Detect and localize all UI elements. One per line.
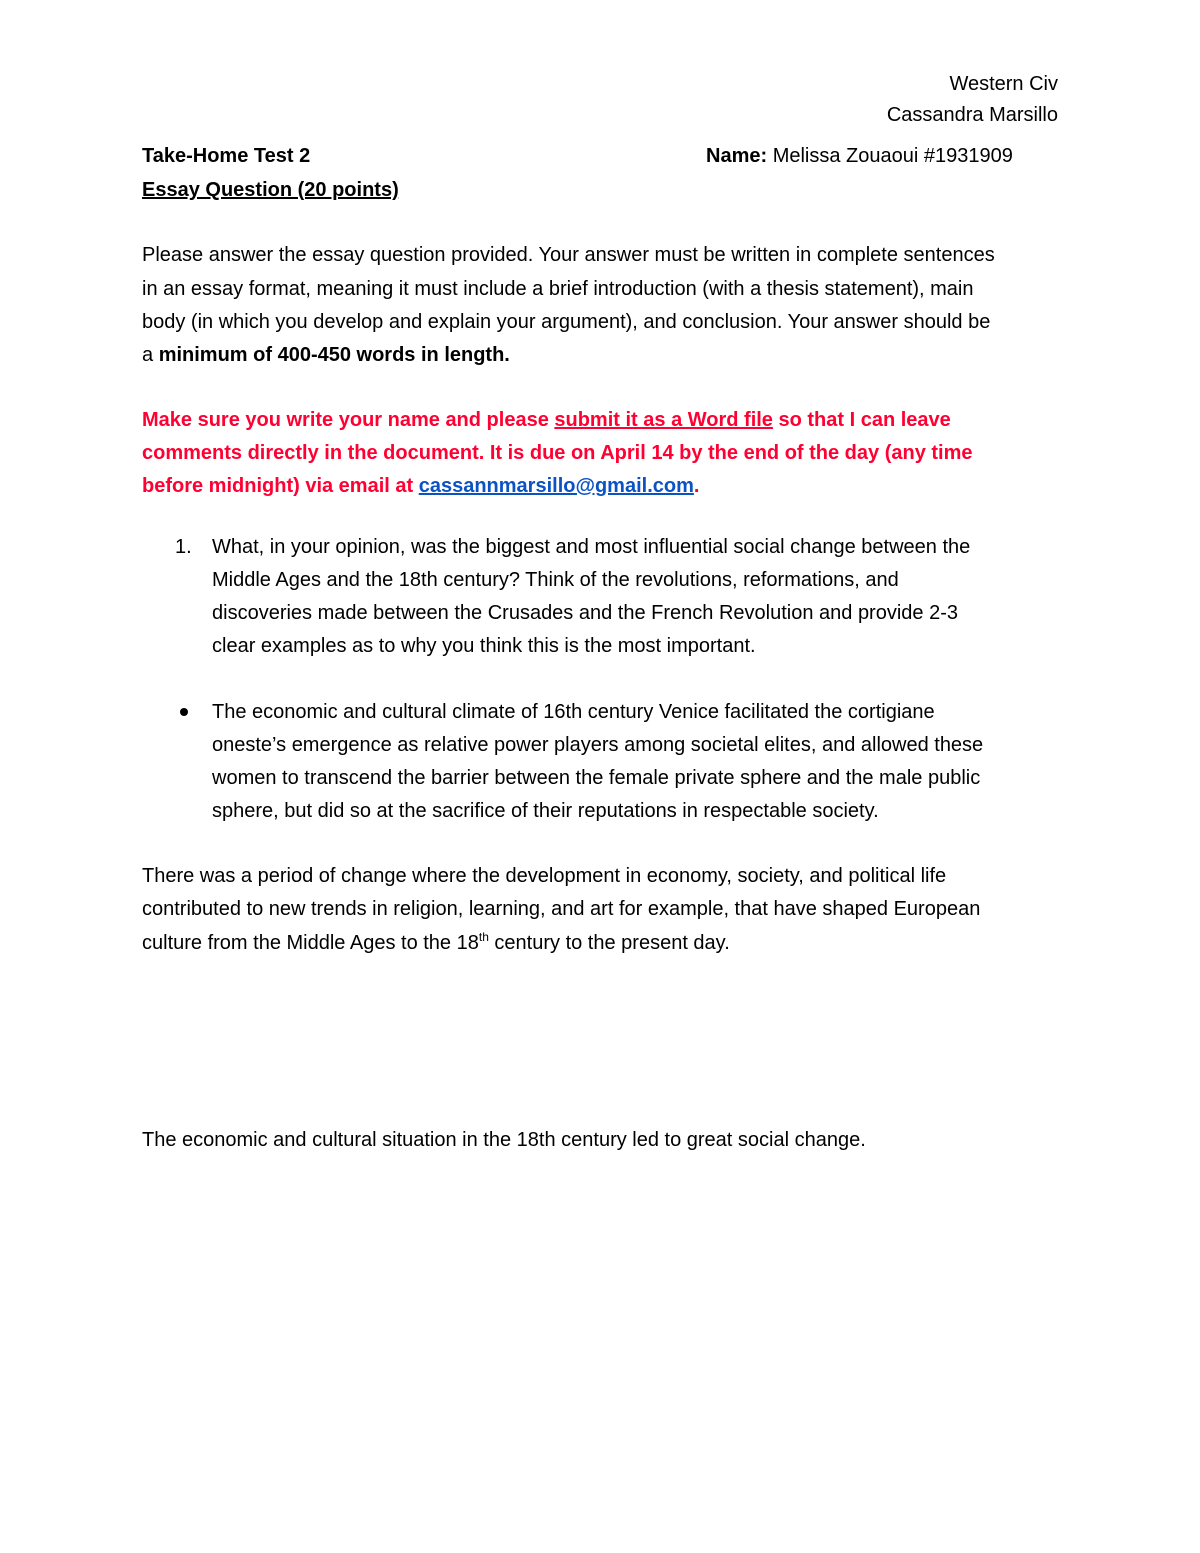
ordinal-suffix: th — [478, 930, 489, 944]
paragraph-text-b: century to the present day. — [488, 932, 730, 954]
notice-line-1 — [142, 404, 951, 437]
paragraph-text-a: culture from the Middle Ages to the 18 — [142, 932, 479, 954]
bullet-marker — [180, 708, 188, 716]
instructor-name: Cassandra Marsillo — [886, 104, 1058, 126]
paragraph-line-3 — [142, 927, 730, 960]
student-name-line — [706, 140, 1013, 173]
essay-subtitle: Essay Question (20 points) — [142, 179, 399, 201]
word-file-instruction: submit it as a Word file — [554, 409, 773, 431]
name-label: Name: — [706, 145, 768, 167]
student-name: Melissa Zouaoui #1931909 — [772, 145, 1013, 167]
paragraph-line-2: contributed to new trends in religion, learning, and art for example, that have shaped European — [142, 898, 981, 920]
question-line-3: discoveries made between the Crusades and the French Revolution and provide 2-3 — [212, 602, 958, 624]
closing-sentence: The economic and cultural situation in the 18th century led to great social change. — [142, 1129, 866, 1151]
bullet-line-1: The economic and cultural climate of 16th century Venice facilitated the cortigiane — [212, 701, 935, 723]
question-line-1: What, in your opinion, was the biggest and most influential social change between the — [212, 536, 971, 558]
instructions-line-1: Please answer the essay question provided. Your answer must be written in complete sentences — [142, 244, 995, 266]
test-title: Take-Home Test 2 — [142, 145, 311, 167]
instructions-prefix: a — [142, 344, 159, 366]
bullet-line-2: oneste’s emergence as relative power players among societal elites, and allowed these — [212, 734, 984, 756]
course-name: Western Civ — [949, 73, 1058, 95]
question-number: 1. — [175, 536, 192, 558]
notice-text-a: Make sure you write your name and please — [142, 409, 555, 431]
notice-text-b: so that I can leave — [772, 409, 951, 431]
notice-text-d: . — [693, 475, 700, 497]
notice-line-2: comments directly in the document. It is due on April 14 by the end of the day (any time — [142, 442, 973, 464]
question-line-2: Middle Ages and the 18th century? Think of the revolutions, reformations, and — [212, 569, 899, 591]
instructions-line-3: body (in which you develop and explain your argument), and conclusion. Your answer should be — [142, 311, 991, 333]
bullet-line-4: sphere, but did so at the sacrifice of their reputations in respectable society. — [212, 800, 879, 822]
instructions-line-2: in an essay format, meaning it must include a brief introduction (with a thesis statement), main — [142, 278, 974, 300]
email-link[interactable]: cassannmarsillo@gmail.com — [418, 475, 694, 497]
instructions-line-4 — [142, 339, 510, 372]
paragraph-line-1: There was a period of change where the development in economy, society, and political life — [142, 865, 947, 887]
bullet-line-3: women to transcend the barrier between the female private sphere and the male public — [212, 767, 981, 789]
notice-line-3 — [142, 470, 699, 503]
question-line-4: clear examples as to why you think this is the most important. — [212, 635, 756, 657]
notice-text-c: before midnight) via email at — [142, 475, 419, 497]
word-count-requirement: minimum of 400-450 words in length. — [158, 344, 510, 366]
